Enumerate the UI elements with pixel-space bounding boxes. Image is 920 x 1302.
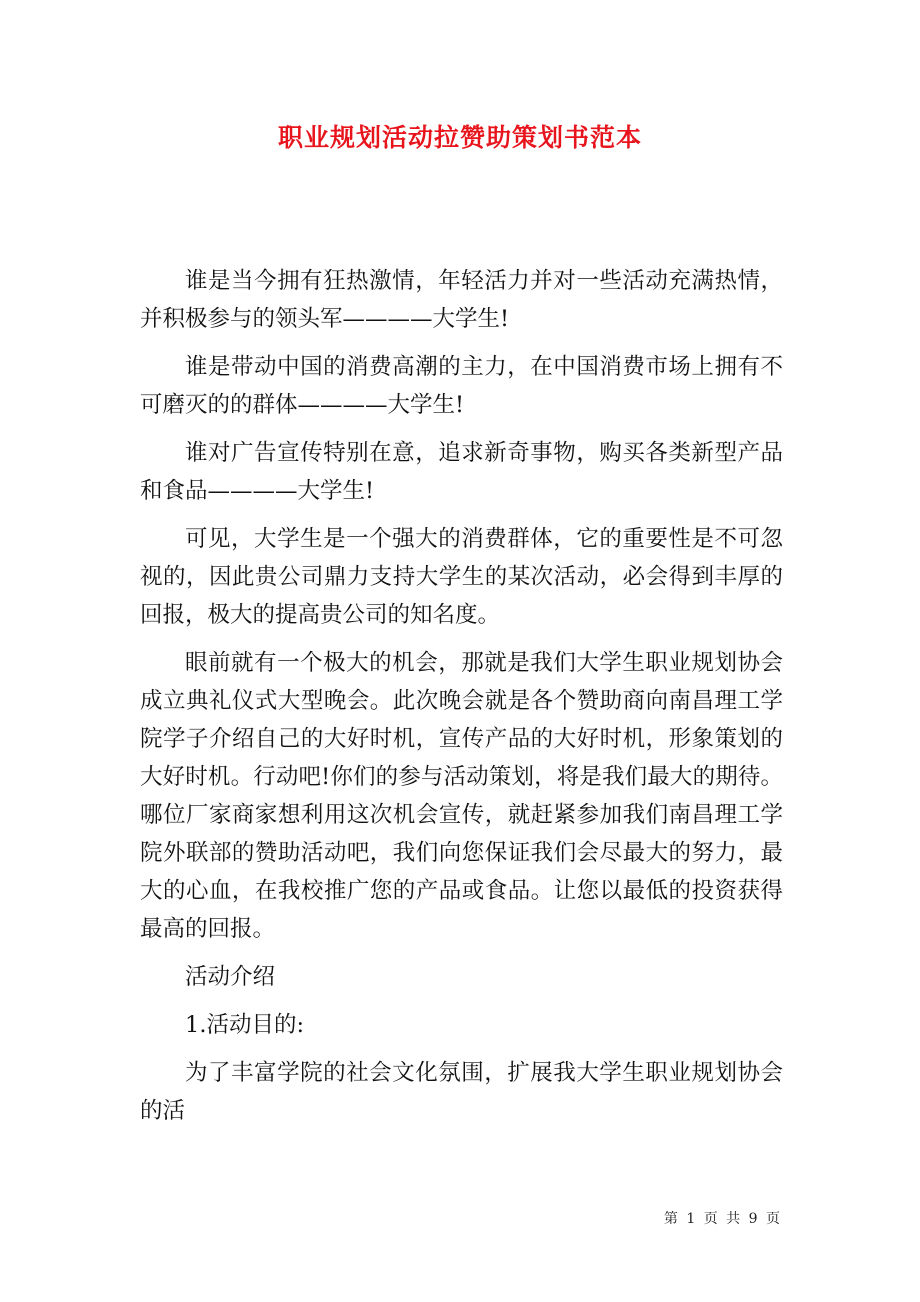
document-body xyxy=(140,262,783,1140)
document-title: 职业规划活动拉赞助策划书范本 xyxy=(277,123,642,152)
paragraph: 为了丰富学院的社会文化氛围，扩展我大学生职业规划协会的活 xyxy=(140,1060,783,1124)
paragraph: 谁是当今拥有狂热激情，年轻活力并对一些活动充满热情，并积极参与的领头军————大学生! xyxy=(140,268,783,332)
paragraph: 谁是带动中国的消费高潮的主力，在中国消费市场上拥有不可磨灭的的群体————大学生! xyxy=(140,354,783,418)
paragraph: 眼前就有一个极大的机会，那就是我们大学生职业规划协会成立典礼仪式大型晚会。此次晚会就是各个赞助商向南昌理工学院学子介绍自己的大好时机，宣传产品的大好时机，形象策划的大好时机。行动吧!你们的参与活动策划，将是我们最大的期待。哪位厂家商家想利用这次机会宣传，就赶紧参加我们南昌理工学院外联部的赞助活动吧，我们向您保证我们会尽最大的努力，最大的心血，在我校推广您的产品或食品。让您以最低的投资获得最高的回报。 xyxy=(140,650,783,942)
section-heading: 活动介绍 xyxy=(185,964,276,990)
subsection-heading: 1.活动目的: xyxy=(185,1012,305,1038)
paragraph: 可见，大学生是一个强大的消费群体，它的重要性是不可忽视的，因此贵公司鼎力支持大学生的某次活动，必会得到丰厚的回报，极大的提高贵公司的知名度。 xyxy=(140,526,783,628)
paragraph: 谁对广告宣传特别在意，追求新奇事物，购买各类新型产品和食品————大学生! xyxy=(140,440,783,504)
page-number: 第 1 页 共 9 页 xyxy=(663,1211,782,1227)
